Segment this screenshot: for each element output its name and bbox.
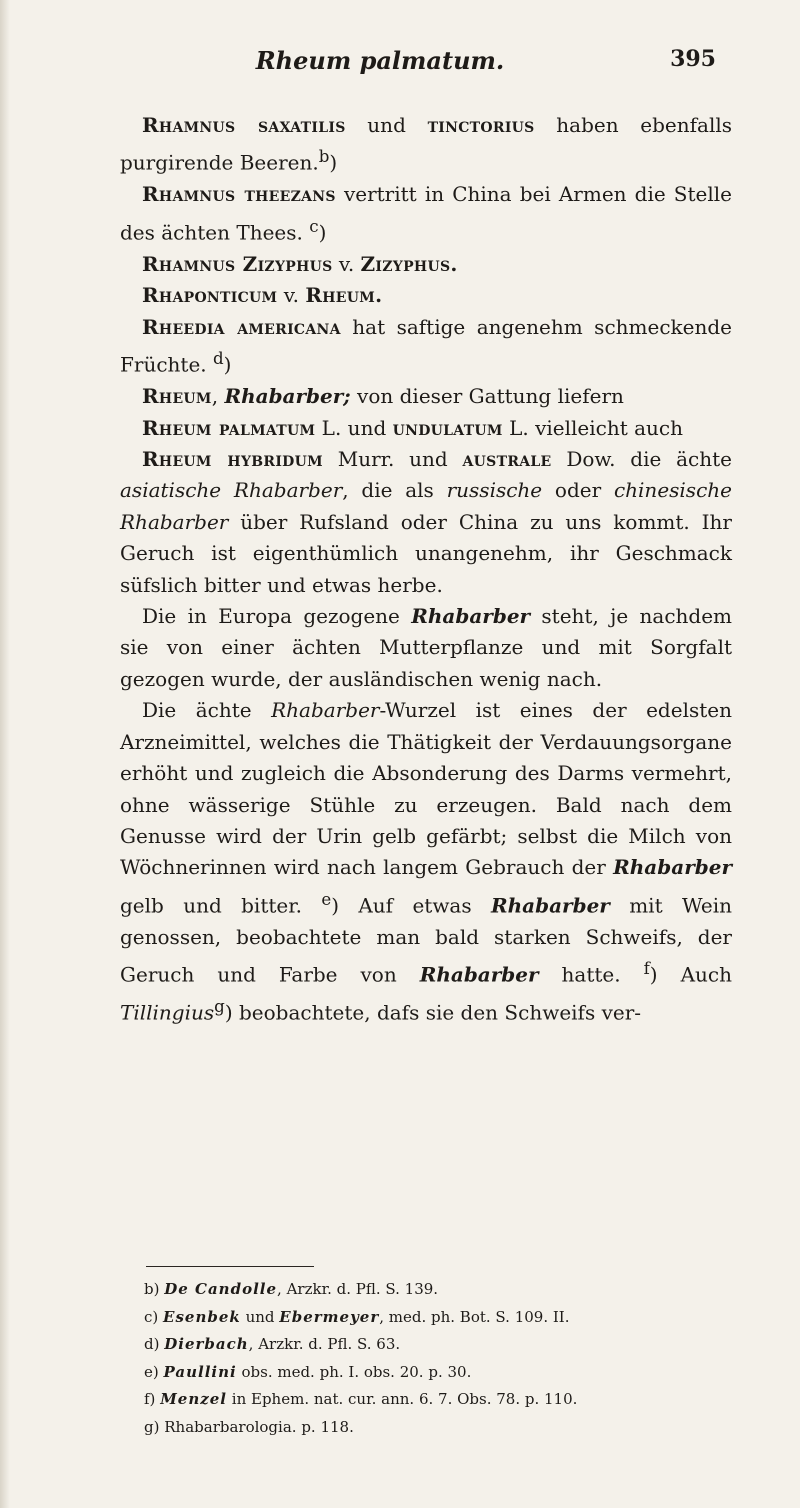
text: über Rufsland oder China zu uns kommt. Ihr Geruch ist eigenthümlich unangenehm, ihr Geschmack süfslich bitter und etwas herbe. — [120, 509, 732, 597]
footnote-ref: d — [213, 349, 224, 369]
footnote-text: und — [240, 1307, 280, 1326]
emphasis: Rhabarber; — [224, 384, 351, 409]
text: steht, je nachdem sie von einer ächten Mutterpflanze und mit Sorgfalt gezogen wurde, der ausländischen wenig nach. — [120, 604, 733, 691]
footnote-text: in Ephem. nat. cur. ann. 6. 7. Obs. 78. p. 110. — [227, 1390, 578, 1408]
paragraph-rheedia — [120, 312, 732, 381]
term: Rheum — [142, 384, 212, 409]
text: oder — [542, 478, 614, 503]
running-title: Rheum palmatum. — [255, 46, 505, 75]
emphasis: asiatische Rhabarber — [120, 478, 343, 503]
paragraph-europa — [120, 601, 732, 695]
footnote — [144, 1331, 764, 1359]
text: vertritt in China bei Armen die Stelle des ächten Thees. — [120, 182, 732, 245]
term: australe — [462, 447, 552, 472]
emphasis: Rhabarber — [613, 855, 732, 880]
body-text — [120, 110, 732, 1029]
text: , — [211, 384, 225, 409]
text: Die in Europa gezogene — [142, 604, 412, 629]
footnote-ref: g — [214, 997, 225, 1017]
term: Rheedia americana — [142, 314, 341, 339]
emphasis: russische — [446, 478, 543, 503]
text: v. — [332, 251, 361, 276]
paragraph-wurzel — [120, 695, 732, 1029]
emphasis: Tillingius — [120, 1000, 215, 1025]
term: Rheum palmatum — [142, 415, 316, 440]
footnote — [144, 1414, 764, 1442]
paragraph-rhamnus-zizyphus — [120, 249, 732, 280]
footnote-author: Dierbach — [164, 1335, 249, 1353]
footnote-text: , Arzkr. d. Pfl. S. 63. — [248, 1335, 401, 1353]
text: hatte. — [538, 962, 644, 987]
text: Dow. die ächte — [551, 447, 733, 472]
footnote-author: Ebermeyer — [279, 1307, 380, 1326]
footnote-ref: f — [643, 959, 650, 979]
footnote-text: , Arzkr. d. Pfl. S. 139. — [277, 1280, 439, 1298]
term: Rhamnus saxatilis — [142, 113, 346, 137]
term: Rhamnus Zizyphus — [142, 251, 333, 276]
emphasis: Rhabarber — [490, 893, 610, 918]
footnote-author: Paullini — [163, 1362, 237, 1381]
emphasis: chinesische Rhabarber — [120, 478, 732, 534]
footnote — [144, 1276, 764, 1304]
footnote-mark: f) — [144, 1390, 156, 1408]
text: Murr. und — [322, 447, 463, 472]
term: Rheum. — [305, 283, 383, 308]
term: Rheum hybridum — [142, 447, 323, 472]
footnote-ref: e — [321, 889, 332, 909]
footnote-text: obs. med. ph. I. obs. 20. p. 30. — [236, 1362, 472, 1381]
footnote-author: Esenbek — [163, 1307, 241, 1326]
emphasis: Rhabarber — [271, 698, 380, 723]
paragraph-rheum — [120, 381, 732, 412]
footnote — [144, 1304, 764, 1332]
text: ) — [223, 352, 232, 377]
text: -Wurzel ist eines der edelsten Arzneimittel, welches die Thätigkeit der Verdauungsorgane erhöht und zugleich die Absonderung des Darms vermehrt, ohne wässerige Stühle zu erzeugen. Bald nach dem Genusse wird der Urin gelb gefärbt; selbst die Milch von Wöchnerinnen wird nach langem Gebrauch der — [120, 698, 732, 880]
footnote-ref: b — [318, 147, 330, 167]
footnote-text: Rhabarbarologia. p. 118. — [164, 1417, 354, 1436]
page-header — [120, 46, 760, 82]
footnotes — [144, 1276, 764, 1441]
footnote — [144, 1386, 764, 1414]
paragraph-rhaponticum — [120, 280, 732, 311]
paragraph-rhamnus-saxatilis — [120, 110, 732, 179]
footnote-mark: e) — [144, 1362, 159, 1381]
term: undulatum — [392, 415, 503, 440]
text: v. — [277, 283, 306, 308]
footnote-ref: c — [309, 216, 319, 236]
paragraph-rheum-palmatum — [120, 413, 732, 444]
text: mit Wein genossen, beobachtete man bald starken Schweifs, der Geruch und Farbe von — [120, 893, 733, 987]
paragraph-rhamnus-theezans — [120, 179, 732, 248]
text: haben ebenfalls purgirende Beeren. — [120, 113, 733, 176]
text: ) beobachtete, dafs sie den Schweifs ver- — [224, 1000, 642, 1025]
emphasis: Rhabarber — [411, 604, 531, 629]
term: Zizyphus. — [360, 251, 458, 276]
footnote-author: Menzel — [160, 1390, 228, 1408]
term: tinctorius — [427, 113, 535, 137]
text: Die ächte — [142, 698, 272, 723]
footnote-text: , med. ph. Bot. S. 109. II. — [379, 1307, 570, 1326]
text: L. vielleicht auch — [502, 415, 684, 440]
text: , die als — [342, 478, 447, 503]
text: ) Auch — [649, 962, 732, 987]
paragraph-rheum-hybridum — [120, 444, 732, 601]
text: von dieser Gattung liefern — [350, 384, 624, 409]
text: hat saftige angenehm schmeckende Früchte. — [120, 314, 732, 377]
term: Rhamnus theezans — [142, 182, 336, 207]
footnote-divider — [146, 1266, 314, 1267]
text: gelb und bitter. — [120, 893, 322, 918]
footnote-mark: d) — [144, 1335, 160, 1353]
text: ) Auf etwas — [331, 893, 491, 918]
text: und — [345, 113, 428, 137]
page-edge — [0, 0, 10, 1508]
text: L. und — [315, 415, 393, 440]
footnote-mark: g) — [144, 1417, 160, 1436]
footnote — [144, 1359, 764, 1387]
page-number: 395 — [670, 46, 716, 72]
footnote-mark: c) — [144, 1307, 159, 1326]
footnote-mark: b) — [144, 1280, 160, 1298]
emphasis: Rhabarber — [419, 962, 539, 987]
text: ) — [329, 151, 338, 176]
term: Rhaponticum — [142, 283, 278, 308]
text: ) — [318, 220, 327, 245]
footnote-author: De Candolle — [164, 1280, 278, 1298]
